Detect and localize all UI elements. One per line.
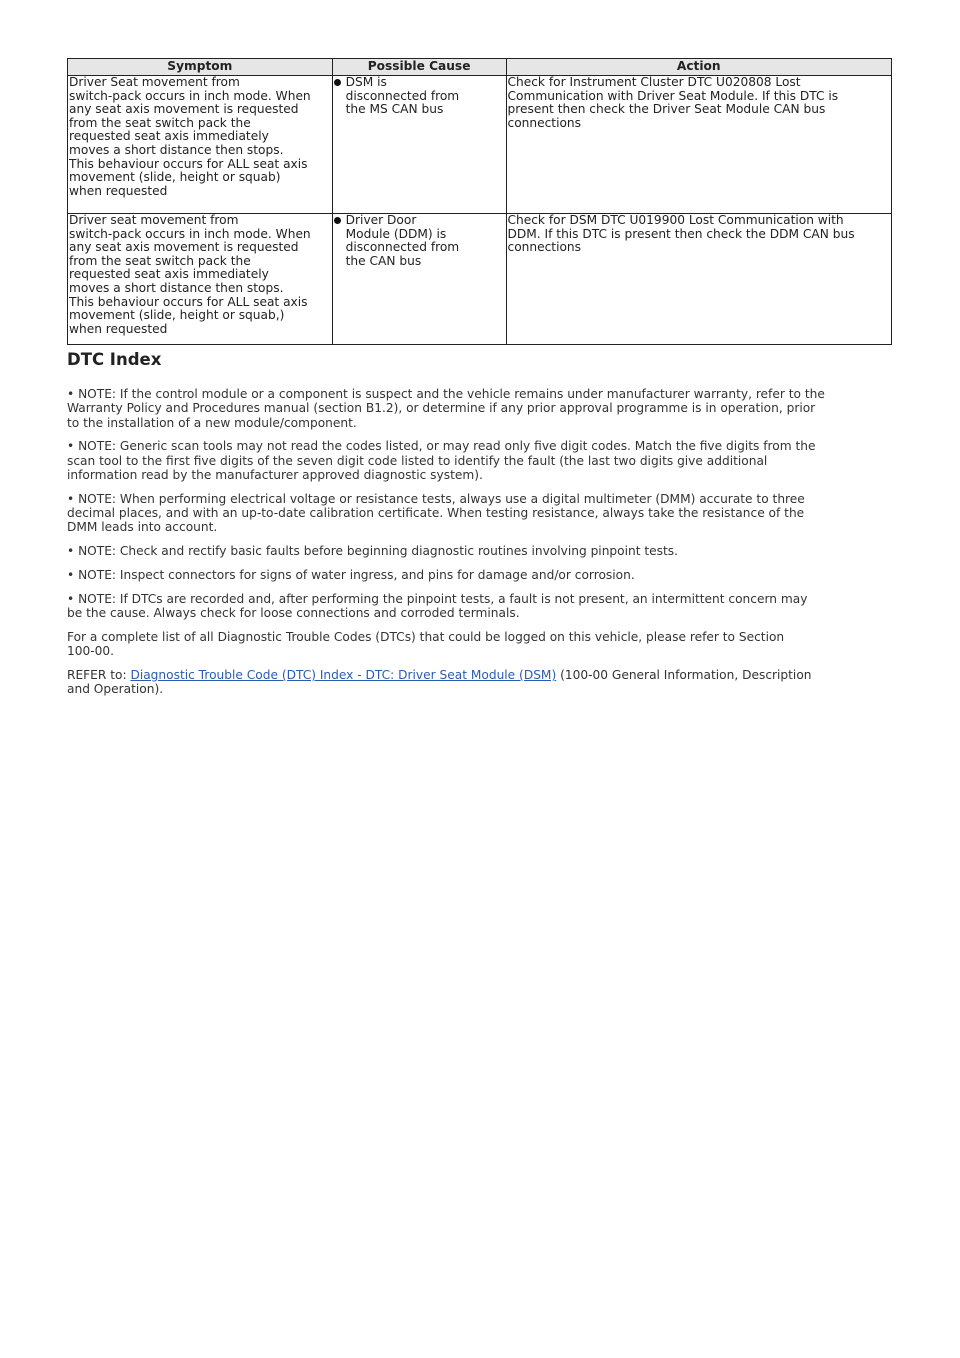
header-symptom: Symptom [68, 59, 333, 76]
action-cell [506, 214, 892, 345]
bullet-icon [334, 79, 341, 86]
symptom-cell [68, 76, 333, 214]
cause-cell [332, 214, 506, 345]
complete-list-text: For a complete list of all Diagnostic Trouble Codes (DTCs) that could be logged on this vehicle, please refer to Section 100-00. [67, 629, 785, 659]
refer-paragraph [67, 668, 895, 697]
refer-prefix: REFER to: [67, 667, 131, 682]
note-connectors: • NOTE: Inspect connectors for signs of water ingress, and pins for damage and/or corrosion. [67, 567, 635, 582]
action-cell [506, 76, 892, 214]
note-intermittent: • NOTE: If DTCs are recorded and, after performing the pinpoint tests, a fault is not present, an intermittent concern may be the cause. Always check for loose connections and corroded terminals. [67, 591, 808, 621]
cause-text: Driver Door Module (DDM) is disconnected from the CAN bus [345, 213, 460, 268]
symptom-cell [68, 214, 333, 345]
note-scan-tools: • NOTE: Generic scan tools may not read the codes listed, or may read only five digit codes. Match the five digits from the scan tool to the first five digits of the seven digit code listed to identify the fault (the last two digits give additional information read by the manufacturer approved diagnostic system). [67, 439, 816, 482]
cause-cell [332, 76, 506, 214]
note-basic-faults: • NOTE: Check and rectify basic faults before beginning diagnostic routines involving pinpoint tests. [67, 544, 679, 559]
header-action: Action [506, 59, 892, 76]
action-text: Check for DSM DTC U019900 Lost Communication with DDM. If this DTC is present then check the DDM CAN bus connections [507, 213, 855, 255]
symptom-table [67, 58, 892, 345]
refer-suffix: (100-00 General Information, Description and Operation). [67, 667, 812, 697]
dtc-index-link[interactable]: Diagnostic Trouble Code (DTC) Index - DTC: Driver Seat Module (DSM) [130, 667, 557, 682]
note-warranty: • NOTE: If the control module or a component is suspect and the vehicle remains under manufacturer warranty, refer to the Warranty Policy and Procedures manual (section B1.2), or determine if any prior approval programme is in operation, prior to the installation of a new module/component. [67, 387, 825, 430]
symptom-text: Driver Seat movement from switch-pack occurs in inch mode. When any seat axis movement is requested from the seat switch pack the requested seat axis immediately moves a short distance then stops. This behaviour occurs for ALL seat axis movement (slide, height or squab) when requested [69, 75, 311, 198]
bullet-icon [334, 217, 341, 224]
notes-section [67, 387, 895, 706]
table-header-row [68, 59, 892, 76]
table-row [68, 214, 892, 345]
note-dmm: • NOTE: When performing electrical voltage or resistance tests, always use a digital multimeter (DMM) accurate to three decimal places, and with an up-to-date calibration certificate. When testing resistance, always take the resistance of the DMM leads into account. [67, 491, 805, 535]
action-text: Check for Instrument Cluster DTC U020808 Lost Communication with Driver Seat Module. If this DTC is present then check the Driver Seat Module CAN bus connections [507, 75, 839, 130]
symptom-text: Driver seat movement from switch-pack occurs in inch mode. When any seat axis movement is requested from the seat switch pack the requested seat axis immediately moves a short distance then stops. This behaviour occurs for ALL seat axis movement (slide, height or squab,) when requested [69, 213, 311, 336]
cause-text: DSM is disconnected from the MS CAN bus [345, 75, 460, 117]
header-possible-cause: Possible Cause [332, 59, 506, 76]
section-title: DTC Index [67, 350, 162, 369]
table-row [68, 76, 892, 214]
